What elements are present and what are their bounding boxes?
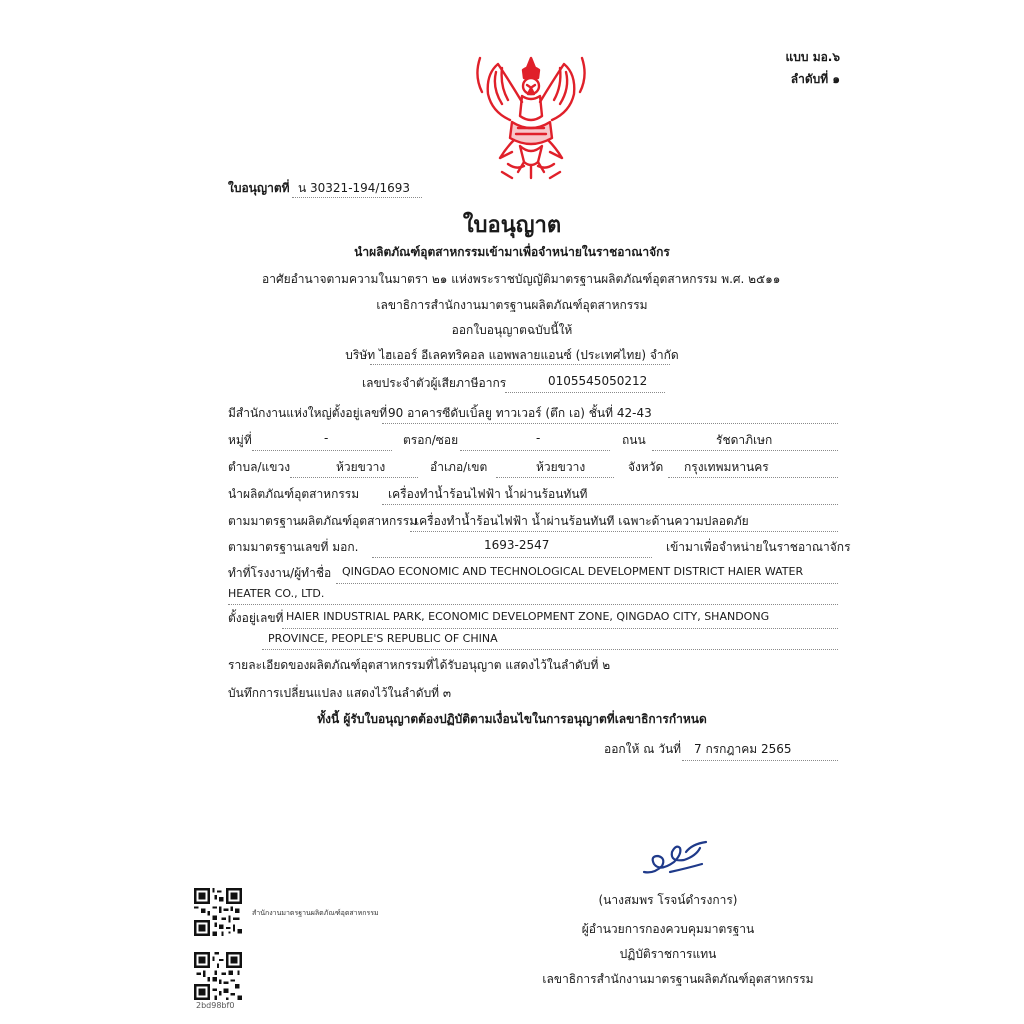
product-value: เครื่องทำน้ำร้อนไฟฟ้า น้ำผ่านร้อนทันที	[388, 487, 588, 501]
preamble-issue: ออกใบอนุญาตฉบับนี้ให้	[451, 323, 573, 337]
issued-label: ออกให้ ณ วันที่	[604, 742, 682, 756]
signatory-office: เลขาธิการสำนักงานมาตรฐานผลิตภัณฑ์อุตสาหกรรม	[542, 972, 814, 986]
form-order: ลำดับที่ ๑	[790, 72, 840, 86]
soi-label: ตรอก/ซอย	[403, 433, 459, 447]
factory-name-line1: QINGDAO ECONOMIC AND TECHNOLOGICAL DEVELOPMENT DISTRICT HAIER WATER	[342, 565, 804, 578]
standard-no-value: 1693-2547	[484, 538, 550, 552]
factory-address-line1: HAIER INDUSTRIAL PARK, ECONOMIC DEVELOPMENT ZONE, QINGDAO CITY, SHANDONG	[286, 610, 770, 623]
factory-address-line2: PROVINCE, PEOPLE'S REPUBLIC OF CHINA	[268, 632, 498, 645]
moo-value: -	[324, 431, 329, 445]
product-label: นำผลิตภัณฑ์อุตสาหกรรม	[228, 487, 360, 501]
office-value: 90 อาคารซีดับเบิ้ลยู ทาวเวอร์ (ตึก เอ) ชั้นที่ 42-43	[388, 406, 652, 420]
signatory-name: (นางสมพร โรจน์ดำรงการ)	[598, 893, 738, 907]
district-value: ห้วยขวาง	[536, 460, 586, 474]
factory-label: ทำที่โรงงาน/ผู้ทำชื่อ	[228, 566, 332, 580]
page-title: ใบอนุญาต	[462, 213, 562, 238]
standard-no-label: ตามมาตรฐานเลขที่ มอก.	[228, 540, 359, 554]
province-value: กรุงเทพมหานคร	[684, 460, 769, 474]
district-label: อำเภอ/เขต	[430, 460, 488, 474]
signature-image	[640, 838, 712, 880]
subdistrict-value: ห้วยขวาง	[336, 460, 386, 474]
licensee-name: บริษัท ไฮเออร์ อีเลคทริคอล แอพพลายแอนซ์ (ประเทศไทย) จำกัด	[345, 348, 679, 362]
form-code: แบบ มอ.๖	[785, 50, 840, 64]
moo-label: หมู่ที่	[228, 433, 252, 447]
road-label: ถนน	[622, 433, 646, 447]
factory-name-line2: HEATER CO., LTD.	[228, 587, 325, 600]
office-label: มีสำนักงานแห่งใหญ่ตั้งอยู่เลขที่	[228, 406, 388, 420]
tax-id-label: เลขประจำตัวผู้เสียภาษีอากร	[362, 376, 507, 390]
tax-id-value: 0105545050212	[548, 374, 648, 388]
issued-date: 7 กรกฎาคม 2565	[694, 742, 792, 756]
signatory-acting: ปฏิบัติราชการแทน	[619, 947, 717, 961]
preamble-authority: อาศัยอำนาจตามความในมาตรา ๒๑ แห่งพระราชบัญญัติมาตรฐานผลิตภัณฑ์อุตสาหกรรม พ.ศ. ๒๕๑๑	[262, 272, 781, 286]
standard-label: ตามมาตรฐานผลิตภัณฑ์อุตสาหกรรม	[228, 514, 418, 528]
license-no-label: ใบอนุญาตที่	[228, 181, 290, 195]
signatory-position: ผู้อำนวยการกองควบคุมมาตรฐาน	[581, 922, 755, 936]
qr-code-id: 2bd98bf0	[196, 1001, 235, 1010]
license-no-value: น 30321-194/1693	[298, 181, 411, 195]
qr-caption: สำนักงานมาตรฐานผลิตภัณฑ์อุตสาหกรรม	[252, 909, 379, 917]
condition-text: ทั้งนี้ ผู้รับใบอนุญาตต้องปฏิบัติตามเงื่อนไขในการอนุญาตที่เลขาธิการกำหนด	[317, 712, 707, 726]
factory-address-label: ตั้งอยู่เลขที่	[228, 611, 284, 625]
soi-value: -	[536, 431, 541, 445]
standard-value: เครื่องทำน้ำร้อนไฟฟ้า น้ำผ่านร้อนทันที เฉพาะด้านความปลอดภัย	[415, 514, 749, 528]
road-value: รัชดาภิเษก	[716, 433, 773, 447]
standard-no-suffix: เข้ามาเพื่อจำหน่ายในราชอาณาจักร	[666, 540, 851, 554]
qr-code-top-icon	[194, 888, 242, 936]
subdistrict-label: ตำบล/แขวง	[228, 460, 291, 474]
garuda-emblem-icon	[472, 54, 590, 182]
qr-code-bottom-icon	[194, 952, 242, 1000]
page-subtitle: นำผลิตภัณฑ์อุตสาหกรรมเข้ามาเพื่อจำหน่ายในราชอาณาจักร	[354, 245, 670, 259]
preamble-secretary: เลขาธิการสำนักงานมาตรฐานผลิตภัณฑ์อุตสาหกรรม	[376, 298, 648, 312]
note-details: รายละเอียดของผลิตภัณฑ์อุตสาหกรรมที่ได้รับอนุญาต แสดงไว้ในลำดับที่ ๒	[228, 658, 611, 672]
province-label: จังหวัด	[628, 460, 664, 474]
note-changes: บันทึกการเปลี่ยนแปลง แสดงไว้ในลำดับที่ ๓	[228, 686, 452, 700]
